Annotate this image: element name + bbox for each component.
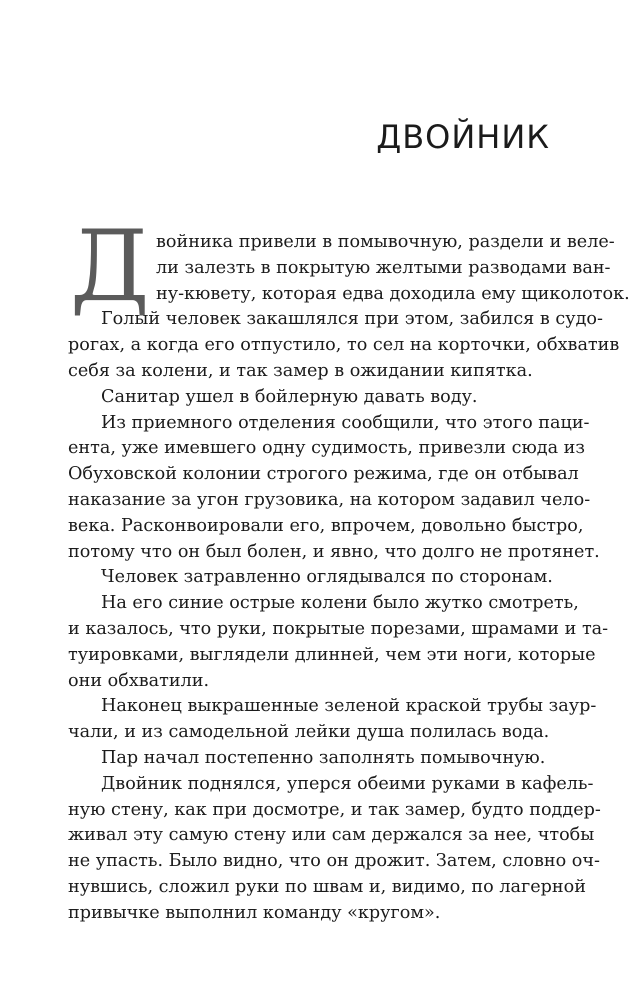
- text-line: нувшись, сложил руки по швам и, видимо, по лагерной: [68, 876, 586, 897]
- drop-cap: Д: [70, 210, 150, 324]
- text-line: ли залезть в покрытую желтыми разводами ван-: [156, 257, 611, 278]
- text-line: себя за колени, и так замер в ожидании кипятка.: [68, 360, 533, 381]
- text-line: чали, и из самодельной лейки душа полилась вода.: [68, 722, 550, 743]
- text-line: потому что он был болен, и явно, что долго не протянет.: [68, 541, 600, 562]
- text-line: Санитар ушел в бойлерную давать воду.: [101, 386, 478, 407]
- text-line: не упасть. Было видно, что он дрожит. Затем, словно оч-: [68, 851, 600, 872]
- text-line: Наконец выкрашенные зеленой краской трубы заур-: [101, 696, 597, 717]
- text-line: ента, уже имевшего одну судимость, привезли сюда из: [68, 438, 586, 459]
- text-line: они обхватили.: [68, 670, 210, 691]
- text-line: рогах, а когда его отпустило, то сел на корточки, обхватив: [68, 335, 620, 356]
- text-line: Из приемного отделения сообщили, что этого паци-: [101, 412, 590, 433]
- body-text: [68, 230, 630, 927]
- text-line: туировками, выглядели длинней, чем эти ноги, которые: [68, 644, 596, 665]
- text-line: Человек затравленно оглядывался по сторонам.: [101, 567, 553, 588]
- text-line: Обуховской колонии строгого режима, где он отбывал: [68, 464, 579, 485]
- text-line: войника привели в помывочную, раздели и веле-: [156, 232, 615, 252]
- text-line: Пар начал постепенно заполнять помывочную.: [101, 747, 546, 768]
- text-line: ну-кювету, которая едва доходила ему щиколоток.: [156, 283, 630, 304]
- text-line: Голый человек закашлялся при этом, забился в судо-: [101, 309, 603, 330]
- text-line: привычке выполнил команду «кругом».: [68, 902, 441, 923]
- text-line: На его синие острые колени было жутко смотреть,: [101, 593, 579, 614]
- text-line: века. Расконвоировали его, впрочем, довольно быстро,: [68, 515, 584, 536]
- text-line: ную стену, как при досмотре, и так замер, будто поддер-: [68, 799, 601, 820]
- text-line: наказание за угон грузовика, на котором задавил чело-: [68, 489, 591, 510]
- text-line: живал эту самую стену или сам держался за нее, чтобы: [68, 825, 595, 846]
- chapter-title: ДВОЙНИК: [376, 118, 550, 156]
- text-line: Двойник поднялся, уперся обеими руками в кафель-: [101, 773, 594, 794]
- text-line: и казалось, что руки, покрытые порезами, шрамами и та-: [68, 618, 609, 639]
